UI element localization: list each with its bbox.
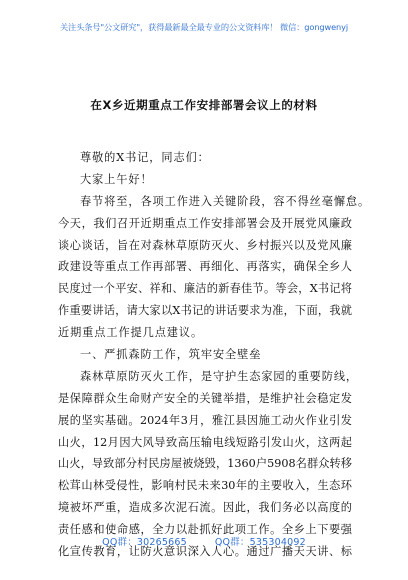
paragraph-line: 境被坏严重，造成多次泥石流。因此，我们务必以高度的 [58, 501, 352, 515]
header-promo-note: 关注头条号"公文研究"，获得最新最全最专业的公文资料库！ 微信：gongwenyj [59, 22, 349, 32]
paragraph-line: 民度过一个平安、祥和、廉洁的新春佳节。等会，X书记将 [58, 282, 352, 296]
paragraph-line: 山火，导致部分村民房屋被烧毁，1360户5908名群众转移 [58, 457, 352, 471]
paragraph-line: 展的坚实基础。2024年3月，雅江县因施工动火作业引发 [58, 413, 352, 427]
paragraph-line: 山火，12月因大风导致高压输电线短路引发山火，这两起 [58, 435, 352, 449]
footer-qq-group-1: QQ群：30265665 [102, 537, 187, 548]
paragraph-line: 春节将至，各项工作进入关键阶段，容不得丝毫懈怠。 [80, 194, 371, 208]
paragraph-line: 作重要讲话，请大家以X书记的讲话要求为准，下面，我就 [58, 304, 352, 318]
footer-contact [0, 534, 408, 548]
document-title: 在X乡近期重点工作安排部署会议上的材料 [90, 98, 318, 112]
section-heading: 一、严抓森防工作，筑牢安全壁垒 [80, 348, 262, 362]
paragraph-line: 是保障群众生命财产安全的关键举措，是维护社会稳定发 [58, 391, 352, 405]
paragraph-line: 今天，我们召开近期重点工作安排部署会及开展党风廉政 [58, 216, 352, 230]
paragraph-line: 政建设等重点工作再部署、再细化、再落实，确保全乡人 [58, 260, 352, 274]
paragraph-line: 谈心谈话，旨在对森林草原防灭火、乡村振兴以及党风廉 [58, 238, 352, 252]
salutation-line: 尊敬的X书记，同志们： [80, 151, 210, 164]
greeting-line: 大家上午好！ [80, 172, 153, 186]
paragraph-line: 松茸山林受侵性，影响村民未来30年的主要收入，生态环 [58, 479, 352, 493]
paragraph-line: 近期重点工作提几点建议。 [58, 326, 204, 340]
paragraph-line: 森林草原防灭火工作，是守护生态家园的重要防线， [80, 369, 359, 383]
paragraph-line: 责任感和使命感，全力以赴抓好此项工作。全乡上下要强 [58, 523, 352, 537]
document-body [58, 147, 371, 563]
footer-qq-group-2: QQ群：535304092 [214, 537, 306, 548]
paragraph-line: 化宣传教育，让防火意识深入人心。通过广播天天讲、标 [58, 545, 352, 559]
